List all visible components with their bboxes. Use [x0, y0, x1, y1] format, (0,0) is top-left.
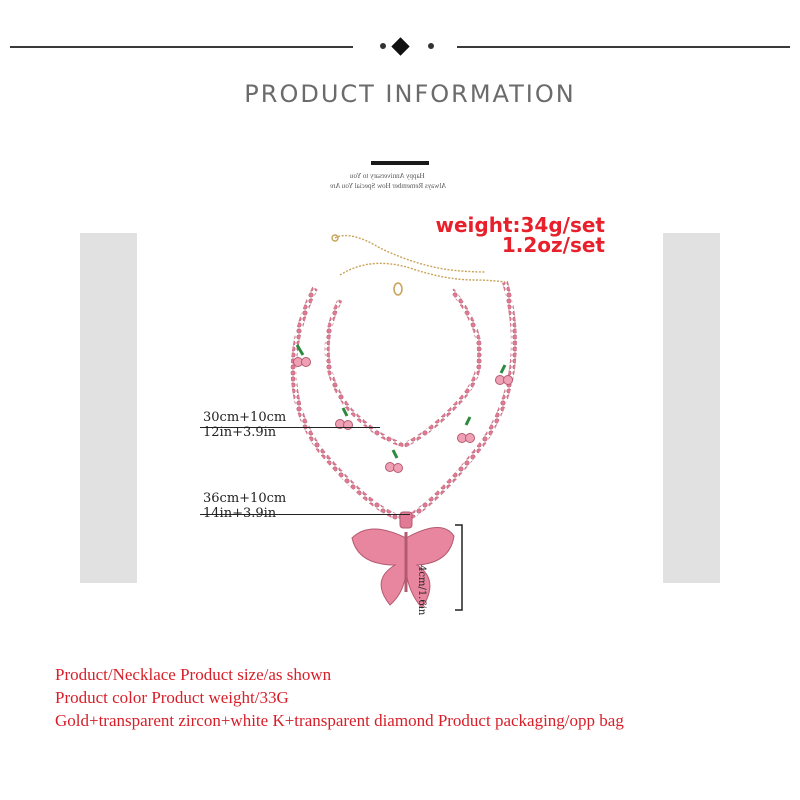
short-necklace-in: 12in+3.9in — [203, 425, 277, 440]
short-necklace-cm: 30cm+10cm — [203, 410, 287, 425]
long-necklace-cm: 36cm+10cm — [203, 491, 287, 506]
pendant-size-bracket — [455, 525, 462, 610]
right-backdrop-panel — [663, 233, 720, 583]
extension-chain-lower — [340, 263, 505, 282]
header-rule-right — [457, 46, 790, 48]
necklace-illustration — [230, 220, 590, 630]
card-divider — [371, 161, 429, 165]
left-backdrop-panel — [80, 233, 137, 583]
long-necklace-chain — [294, 282, 514, 520]
pendant-size-label: 4cm/1.6in — [416, 565, 427, 616]
lobster-clasp — [394, 283, 402, 295]
header-dot-left — [380, 43, 386, 49]
header-rule-left — [10, 46, 353, 48]
spec-line-1: Product/Necklace Product size/as shown — [55, 665, 332, 684]
card-note-line1: Happy Anniversary to You — [350, 172, 425, 180]
long-necklace-in: 14in+3.9in — [203, 506, 277, 521]
header-dot-right — [428, 43, 434, 49]
card-note-line2: Always Remember How Special You Are — [330, 182, 447, 190]
weight-grams: weight:34g/set — [435, 213, 605, 237]
cherry-charm-4 — [458, 417, 475, 443]
spec-line-2: Product color Product weight/33G — [55, 688, 289, 707]
cherry-charm-3 — [386, 450, 403, 473]
spec-line-3: Gold+transparent zircon+white K+transparent diamond Product packaging/opp bag — [55, 711, 624, 730]
weight-ounces: 1.2oz/set — [501, 233, 605, 257]
page-title: PRODUCT INFORMATION — [244, 80, 576, 108]
header-diamond-icon — [391, 37, 409, 55]
butterfly-pendant — [352, 512, 454, 608]
